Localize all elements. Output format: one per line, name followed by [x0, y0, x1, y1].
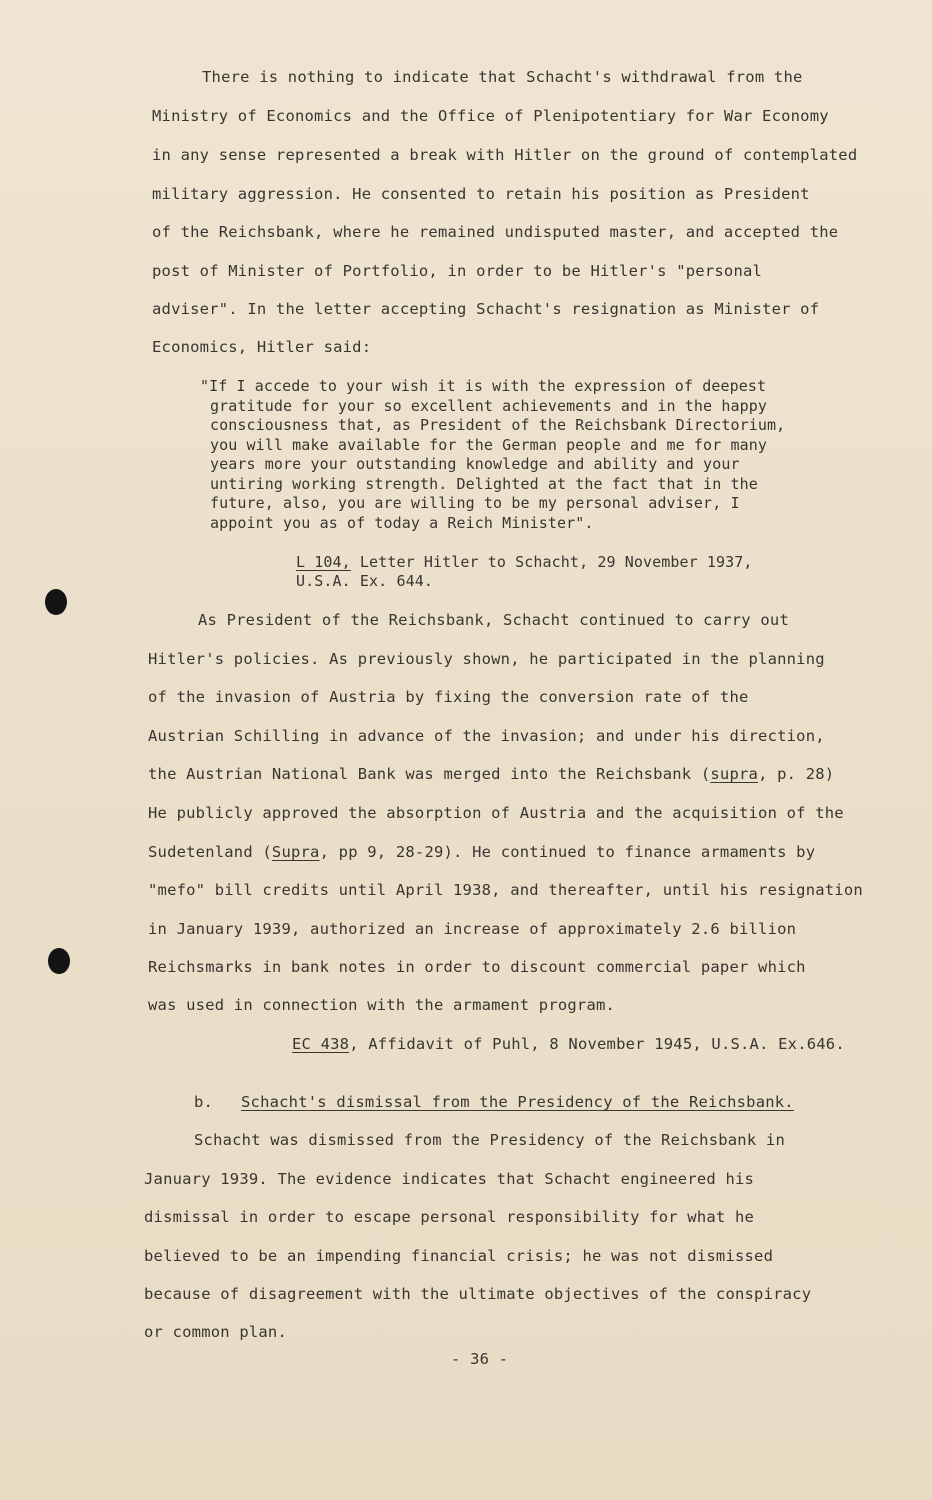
p3-line-4: believed to be an impending financial crisis; he was not dismissed [144, 1247, 774, 1265]
punch-hole-bottom [48, 948, 70, 974]
p3-line-2: January 1939. The evidence indicates that Schacht engineered his [144, 1170, 755, 1188]
p2-line-4: Austrian Schilling in advance of the invasion; and under his direction, [148, 727, 825, 745]
p1-line-5: of the Reichsbank, where he remained undisputed master, and accepted the [152, 223, 839, 241]
p2-line-5-supra: supra [710, 765, 759, 783]
p3-line-5: because of disagreement with the ultimate objectives of the conspiracy [144, 1285, 812, 1303]
p2-line-7-supra: Supra [271, 843, 320, 861]
quote-line-2: gratitude for your so excellent achievements and in the happy [210, 397, 767, 415]
p2-line-9: in January 1939, authorized an increase of approximately 2.6 billion [148, 920, 797, 938]
p2-line-1: As President of the Reichsbank, Schacht continued to carry out [198, 611, 789, 629]
page-number: - 36 - [451, 1350, 509, 1368]
citation-1-text: Letter Hitler to Schacht, 29 November 1937, [350, 553, 753, 571]
p1-line-2: Ministry of Economics and the Office of Plenipotentiary for War Economy [152, 107, 829, 125]
quote-line-4: you will make available for the German people and me for many [210, 436, 767, 454]
p2-line-11: was used in connection with the armament program. [148, 996, 616, 1014]
p2-line-5-tail: , p. 28) [758, 765, 835, 783]
citation-2-text: , Affidavit of Puhl, 8 November 1945, U.S.A. Ex.646. [349, 1035, 845, 1053]
section-letter: b. [194, 1093, 214, 1111]
quote-line-6: untiring working strength. Delighted at the fact that in the [210, 475, 758, 493]
citation-2 [292, 1035, 845, 1053]
p2-line-3: of the invasion of Austria by fixing the conversion rate of the [148, 688, 749, 706]
citation-1-line-2: U.S.A. Ex. 644. [296, 572, 433, 590]
citation-1-line-1 [296, 553, 753, 571]
p3-line-1: Schacht was dismissed from the Presidency of the Reichsbank in [194, 1131, 785, 1149]
p2-line-7 [148, 843, 815, 861]
p2-line-7-text: Sudetenland ( [148, 843, 272, 861]
p1-line-3: in any sense represented a break with Hitler on the ground of contemplated [152, 146, 858, 164]
punch-hole-top [45, 589, 67, 615]
p2-line-10: Reichsmarks in bank notes in order to discount commercial paper which [148, 958, 806, 976]
quote-line-8: appoint you as of today a Reich Minister". [210, 514, 594, 532]
p2-line-7-tail: , pp 9, 28-29). He continued to finance armaments by [319, 843, 816, 861]
p3-line-6: or common plan. [144, 1323, 287, 1341]
quote-line-3: consciousness that, as President of the Reichsbank Directorium, [210, 416, 786, 434]
citation-1-ref: L 104, [296, 553, 351, 571]
quote-line-5: years more your outstanding knowledge and ability and your [210, 455, 740, 473]
p2-line-8: "mefo" bill credits until April 1938, and thereafter, until his resignation [148, 881, 863, 899]
p3-line-3: dismissal in order to escape personal responsibility for what he [144, 1208, 755, 1226]
p2-line-2: Hitler's policies. As previously shown, he participated in the planning [148, 650, 825, 668]
p1-line-4: military aggression. He consented to retain his position as President [152, 185, 810, 203]
p1-line-8: Economics, Hitler said: [152, 338, 372, 356]
quote-line-1: "If I accede to your wish it is with the expression of deepest [200, 377, 767, 395]
p2-line-5 [148, 765, 834, 783]
p1-line-1: There is nothing to indicate that Schacht's withdrawal from the [202, 68, 803, 86]
section-heading: Schacht's dismissal from the Presidency of the Reichsbank. [241, 1093, 794, 1111]
p2-line-5-text: the Austrian National Bank was merged into the Reichsbank ( [148, 765, 711, 783]
quote-line-7: future, also, you are willing to be my personal adviser, I [210, 494, 740, 512]
p1-line-7: adviser". In the letter accepting Schacht's resignation as Minister of [152, 300, 820, 318]
p1-line-6: post of Minister of Portfolio, in order to be Hitler's "personal [152, 262, 763, 280]
citation-2-ref: EC 438 [292, 1035, 350, 1053]
p2-line-6: He publicly approved the absorption of Austria and the acquisition of the [148, 804, 844, 822]
